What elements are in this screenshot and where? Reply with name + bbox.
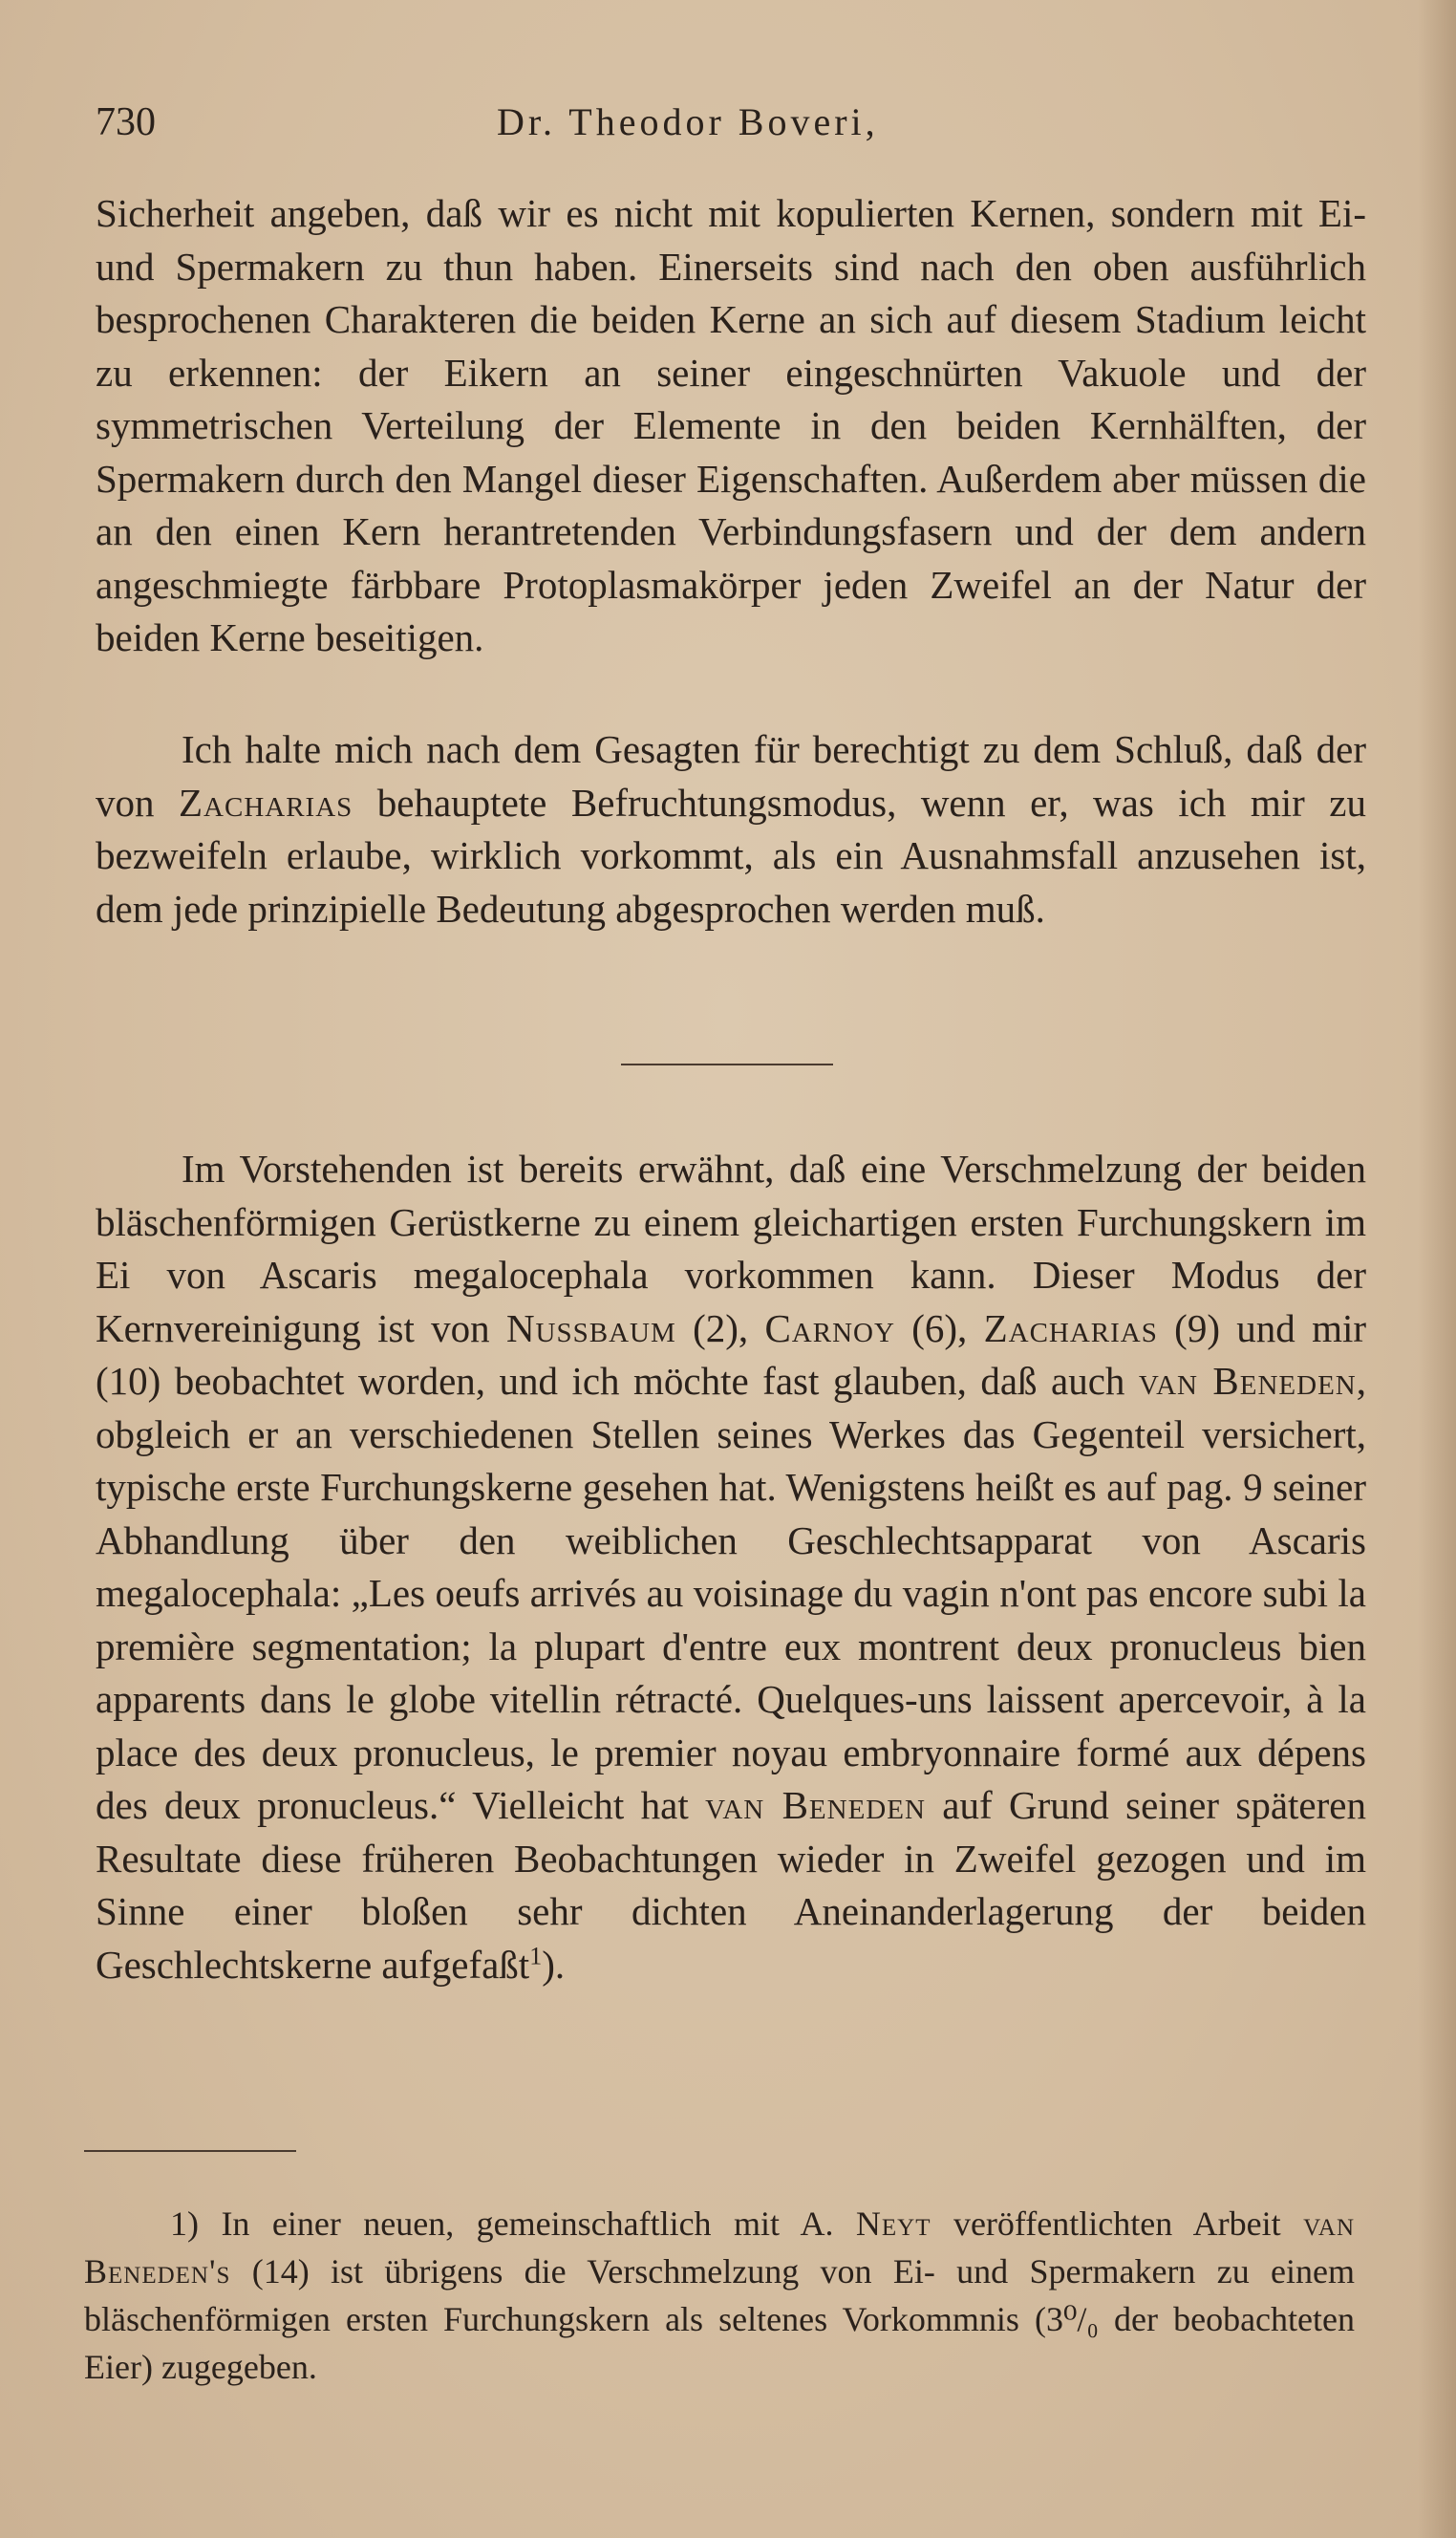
paragraph-2-text bbox=[96, 723, 1366, 936]
paragraph-3 bbox=[96, 1143, 1366, 1991]
paragraph-3-part-f: auf Grund seiner späteren Resultate diese früheren Beobachtungen wieder in Zweifel gezogen und im Sinne einer bloßen sehr dichten Aneinanderlagerung der beiden Geschlechtskerne aufgefaßt bbox=[96, 1783, 1366, 1987]
author-name-neyt: Neyt bbox=[855, 2205, 931, 2243]
footnote-rule bbox=[84, 2150, 296, 2152]
paragraph-3-part-g: ). bbox=[542, 1942, 566, 1987]
author-name-carnoy: Carnoy bbox=[764, 1305, 895, 1350]
paragraph-3-part-d: (9) und mir (10) beobachtet worden, und ich möchte fast glauben, daß auch bbox=[96, 1305, 1367, 1403]
author-name-nussbaum: Nussbaum bbox=[505, 1305, 676, 1350]
author-name-van-beneden: van Beneden bbox=[705, 1783, 926, 1827]
footnote-part-b: veröffentlichten Arbeit bbox=[931, 2205, 1304, 2243]
running-head: Dr. Theodor Boveri, bbox=[497, 100, 879, 143]
paragraph-3-part-b: (2), bbox=[675, 1305, 765, 1350]
paragraph-1 bbox=[96, 187, 1366, 665]
paragraph-3-part-e: , obgleich er an verschiedenen Stellen seines Werkes das Gegenteil versichert, typische erste Furchungskerne gesehen hat. Wenigstens heißt es auf pag. 9 seiner Abhandlung über den weiblichen Geschlechtsapparat von Ascaris megalocephala: „Les oeufs arrivés au voisinage du vagin n'ont pas encore subi la première segmentation; la plupart d'entre eux montrent deux pronucleus bien apparents dans le globe vitellin rétracté. Quelques-uns laissent apercevoir, à la place des deux pronucleus, le premier noyau embryonnaire formé aux dépens des deux pronucleus.“ Vielleicht hat bbox=[96, 1359, 1366, 1827]
footnote bbox=[84, 2200, 1355, 2391]
page-number: 730 bbox=[96, 100, 156, 144]
paragraph-1-text: Sicherheit angeben, daß wir es nicht mit kopulierten Kernen, sondern mit Ei- und Spermakern zu thun haben. Einerseits sind nach den oben ausführlich besprochenen Charakteren die beiden Kerne an sich auf diesem Stadium leicht zu erkennen: der Eikern an seiner eingeschnürten Vakuole und der symmetrischen Verteilung der Elemente in den beiden Kernhälften, der Spermakern durch den Mangel dieser Eigenschaften. Außerdem aber müssen die an den einen Kern herantretenden Verbindungsfasern und der dem andern angeschmiegte färbbare Protoplasmakörper jeden Zweifel an der Natur der beiden Kerne beseitigen. bbox=[96, 191, 1366, 659]
author-name-van-beneden: van Beneden's bbox=[84, 2205, 1356, 2291]
paragraph-2-part-a: Ich halte mich nach dem Gesagten für berechtigt zu dem Schluß, daß der von bbox=[96, 727, 1366, 825]
footnote-part-a: In einer neuen, gemeinschaftlich mit A. bbox=[199, 2205, 856, 2243]
footnote-marker: 1) bbox=[170, 2205, 199, 2243]
author-name-zacharias: Zacharias bbox=[179, 780, 353, 825]
page-header bbox=[96, 99, 1366, 157]
paragraph-3-part-c: (6), bbox=[894, 1305, 984, 1350]
paragraph-3-part-a: Im Vorstehenden ist bereits erwähnt, daß eine Verschmelzung der beiden bläschenförmigen Gerüstkerne zu einem gleichartigen ersten Furchungskern im Ei von Ascaris megalocephala vorkommen kann. Dieser Modus der Kernvereinigung ist von bbox=[96, 1147, 1366, 1350]
author-name-zacharias: Zacharias bbox=[983, 1305, 1158, 1350]
paragraph-3-text bbox=[96, 1143, 1366, 1991]
section-separator bbox=[621, 1064, 833, 1065]
page-edge-shadow bbox=[1418, 0, 1456, 2538]
footnote-part-c: (14) ist übrigens die Verschmelzung von Ei- und Spermakern zu einem bläschenförmigen ersten Furchungskern als seltenes Vorkommnis (3⁰/₀ der beobachteten Eier) zugegeben. bbox=[84, 2252, 1355, 2386]
paragraph-2-part-b: behauptete Befruchtungsmodus, wenn er, was ich mir zu bezweifeln erlaube, wirklich vorkommt, als ein Ausnahmsfall anzusehen ist, dem jede prinzipielle Bedeutung abgesprochen werden muß. bbox=[96, 780, 1367, 931]
paragraph-2 bbox=[96, 723, 1366, 936]
footnote-text bbox=[84, 2200, 1355, 2391]
footnote-reference: 1 bbox=[529, 1941, 543, 1969]
author-name-van-beneden: van Beneden bbox=[1138, 1359, 1357, 1403]
